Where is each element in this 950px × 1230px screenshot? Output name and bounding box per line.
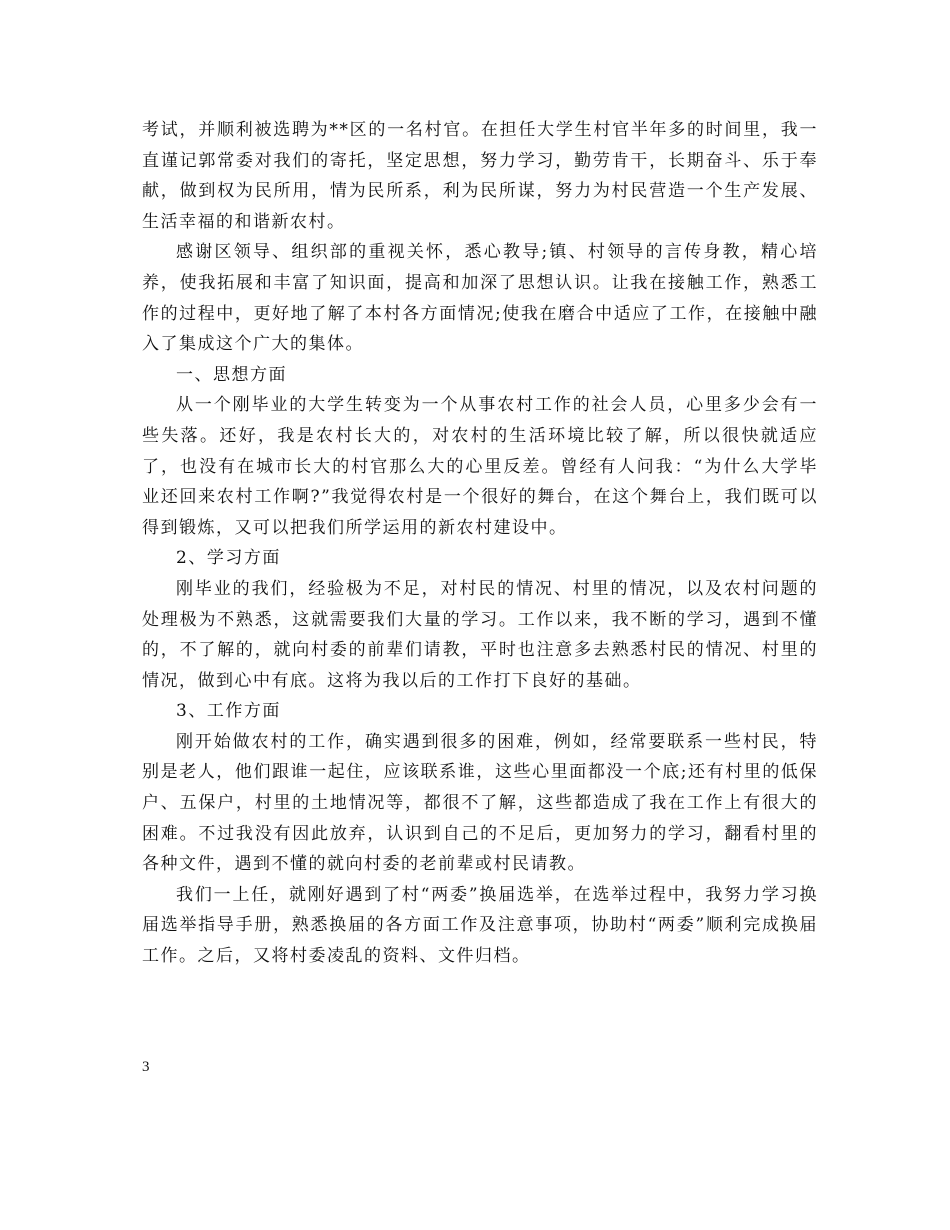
page-number: 3: [142, 1059, 150, 1075]
section-heading-thought: 一、思想方面: [176, 364, 287, 385]
paragraph-4: 刚毕业的我们，经验极为不足，对村民的情况、村里的情况，以及农村问题的处理极为不熟悉，这就需要我们大量的学习。工作以来，我不断的学习，遇到不懂的，不了解的，就向村委的前辈们请教，平时也注意多去熟悉村民的情况、村里的情况，做到心中有底。这将为我以后的工作打下良好的基础。: [142, 578, 818, 691]
paragraph-1: 考试，并顺利被选聘为**区的一名村官。在担任大学生村官半年多的时间里，我一直谨记郭常委对我们的寄托，坚定思想，努力学习，勤劳肯干，长期奋斗、乐于奉献，做到权为民所用，情为民所系，利为民所谋，努力为村民营造一个生产发展、生活幸福的和谐新农村。: [142, 120, 818, 232]
paragraph-3: 从一个刚毕业的大学生转变为一个从事农村工作的社会人员，心里多少会有一些失落。还好，我是农村长大的，对农村的生活环境比较了解，所以很快就适应了，也没有在城市长大的村官那么大的心里反差。曾经有人问我：“为什么大学毕业还回来农村工作啊?”我觉得农村是一个很好的舞台，在这个舞台上，我们既可以得到锻炼，又可以把我们所学运用的新农村建设中。: [142, 395, 818, 538]
document-body: [142, 115, 818, 972]
paragraph-2: 感谢区领导、组织部的重视关怀，悉心教导;镇、村领导的言传身教，精心培养，使我拓展和丰富了知识面，提高和加深了思想认识。让我在接触工作，熟悉工作的过程中，更好地了解了本村各方面情况;使我在磨合中适应了工作，在接触中融入了集成这个广大的集体。: [142, 242, 818, 355]
section-heading-study: 2、学习方面: [176, 548, 281, 569]
paragraph-5: 刚开始做农村的工作，确实遇到很多的困难，例如，经常要联系一些村民，特别是老人，他们跟谁一起住，应该联系谁，这些心里面都没一个底;还有村里的低保户、五保户，村里的土地情况等，都很不了解，这些都造成了我在工作上有很大的困难。不过我没有因此放弃，认识到自己的不足后，更加努力的学习，翻看村里的各种文件，遇到不懂的就向村委的老前辈或村民请教。: [142, 731, 818, 875]
paragraph-6: 我们一上任，就刚好遇到了村“两委”换届选举，在选举过程中，我努力学习换届选举指导手册，熟悉换届的各方面工作及注意事项，协助村“两委”顺利完成换届工作。之后，又将村委凌乱的资料、文件归档。: [142, 884, 818, 967]
section-heading-work: 3、工作方面: [176, 701, 281, 722]
